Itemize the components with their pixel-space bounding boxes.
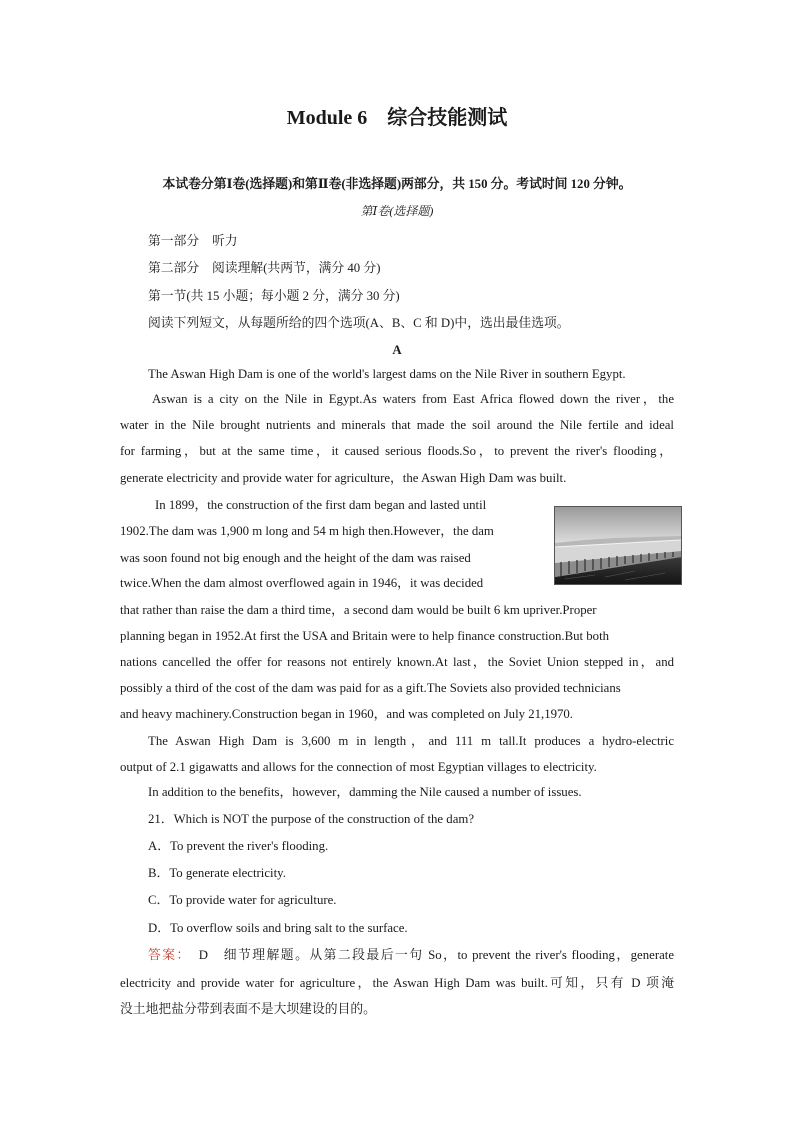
passage-line: was soon found not big enough and the height of the dam was raised — [120, 551, 471, 565]
option-a: A．To prevent the river's flooding. — [148, 839, 329, 853]
passage-line: possibly a third of the cost of the dam was paid for as a gift.The Soviets also provided technicians — [120, 681, 621, 695]
reading-instruction: 阅读下列短文，从每题所给的四个选项(A、B、C 和 D)中，选出最佳选项。 — [148, 316, 570, 330]
passage-line: generate electricity and provide water for agriculture，the Aswan High Dam was built. — [120, 471, 567, 485]
option-b: B．To generate electricity. — [148, 866, 286, 880]
answer-label: 答案： — [148, 948, 185, 962]
option-d: D．To overflow soils and bring salt to the surface. — [148, 921, 408, 935]
passage-line: In addition to the benefits，however，damming the Nile caused a number of issues. — [148, 785, 582, 799]
answer-explanation-line: 没土地把盐分带到表面不是大坝建设的目的。 — [120, 1002, 376, 1016]
answer-line — [148, 946, 674, 964]
answer-choice: D — [198, 948, 208, 962]
volume-heading: 第Ⅰ卷(选择题) — [360, 204, 434, 218]
part-1-heading: 第一部分 听力 — [148, 234, 238, 248]
page-title: Module 6 综合技能测试 — [286, 107, 508, 129]
passage-line: twice.When the dam almost overflowed again in 1946，it was decided — [120, 576, 484, 590]
passage-line: Aswan is a city on the Nile in Egypt.As waters from East Africa flowed down the river，the — [152, 392, 674, 406]
passage-line: planning began in 1952.At first the USA and Britain were to help finance construction.But both — [120, 629, 610, 643]
question-stem: 21．Which is NOT the purpose of the construction of the dam? — [148, 812, 475, 826]
option-c: C．To provide water for agriculture. — [148, 893, 337, 907]
passage-line: In 1899，the construction of the first dam began and lasted until — [155, 498, 487, 512]
passage-line: that rather than raise the dam a third time，a second dam would be built 6 km upriver.Proper — [120, 603, 597, 617]
dam-photo-graphic — [555, 507, 681, 584]
exam-intro: 本试卷分第Ⅰ卷(选择题)和第Ⅱ卷(非选择题)两部分，共 150 分。考试时间 120 分钟。 — [162, 177, 632, 191]
passage-line: for farming，but at the same time，it caused serious floods.So，to prevent the river's flooding， — [120, 444, 672, 458]
passage-line: 1902.The dam was 1,900 m long and 54 m high then.However，the dam — [120, 524, 494, 538]
passage-line: nations cancelled the offer for reasons not entirely known.At last，the Soviet Union stepped in，and — [120, 655, 674, 669]
passage-line: water in the Nile brought nutrients and minerals that made the soil around the Nile fertile and ideal — [120, 418, 674, 432]
passage-line: output of 2.1 gigawatts and allows for the connection of most Egyptian villages to electricity. — [120, 760, 597, 774]
passage-line: The Aswan High Dam is one of the world's largest dams on the Nile River in southern Egypt. — [148, 367, 626, 381]
passage-label: A — [392, 343, 402, 357]
passage-line: and heavy machinery.Construction began in 1960，and was completed on July 21,1970. — [120, 707, 574, 721]
answer-explanation: 细节理解题。从第二段最后一句 So，to prevent the river's flooding，generate — [223, 948, 674, 962]
section-1-heading: 第一节(共 15 小题；每小题 2 分，满分 30 分) — [148, 289, 400, 303]
passage-line: The Aswan High Dam is 3,600 m in length，and 111 m tall.It produces a hydro-electric — [148, 734, 674, 748]
part-2-heading: 第二部分 阅读理解(共两节，满分 40 分) — [148, 261, 381, 275]
answer-explanation-line: electricity and provide water for agriculture，the Aswan High Dam was built.可知，只有 D 项淹 — [120, 976, 674, 990]
dam-photo — [554, 506, 682, 585]
